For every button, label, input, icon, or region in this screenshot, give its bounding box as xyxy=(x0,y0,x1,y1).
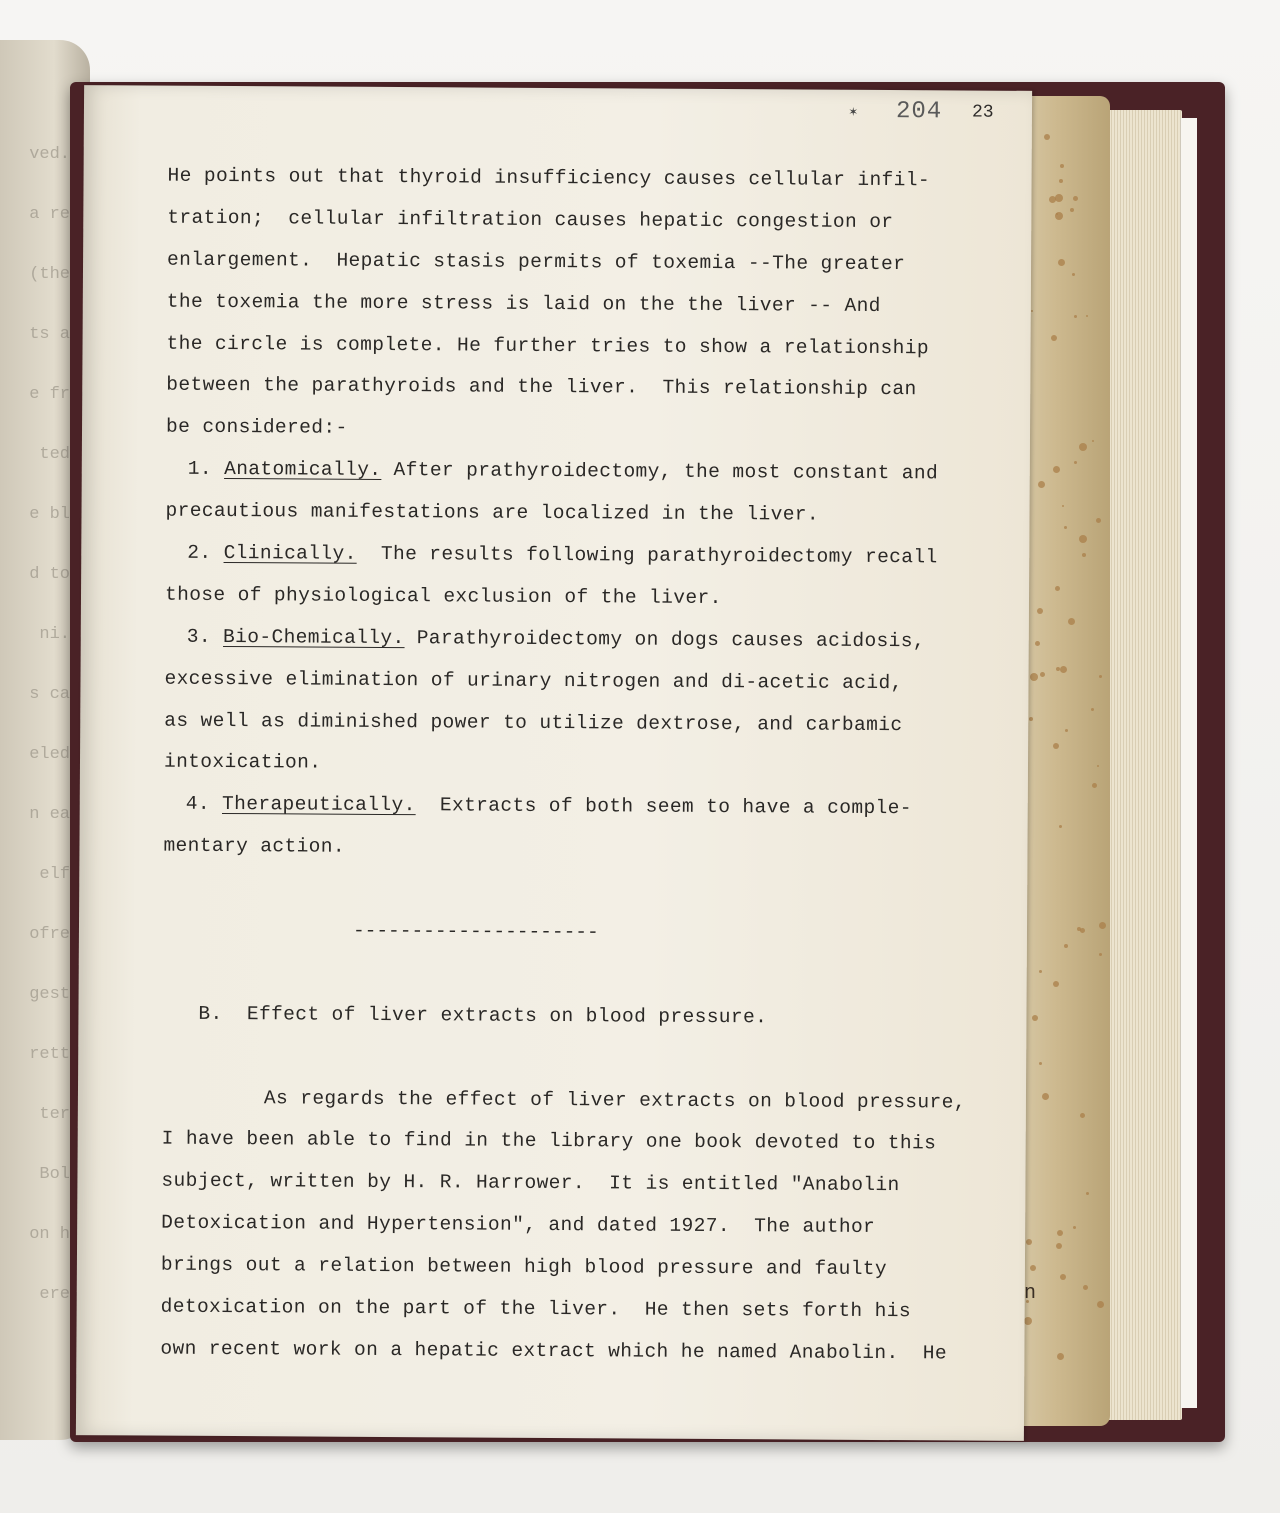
foxing-spot xyxy=(1030,673,1038,681)
item-heading: Therapeutically. xyxy=(222,793,416,817)
foxing-spot xyxy=(1055,194,1063,202)
foxing-spot xyxy=(1079,535,1087,543)
typed-text xyxy=(160,156,1027,1376)
foxing-spot xyxy=(1026,1239,1032,1245)
item-text: Extracts of both seem to have a comple- xyxy=(415,794,912,820)
list-item-therapeutically xyxy=(163,784,1023,873)
foxing-spot xyxy=(1079,443,1087,451)
foxing-spot xyxy=(1053,743,1059,749)
left-page-text-fragment: (the xyxy=(29,265,70,284)
text-line: as well as diminished power to utilize dextrose, and carbamic xyxy=(164,709,903,736)
left-page-text-fragment: eled xyxy=(29,745,70,764)
text-line: the circle is complete. He further tries to show a relationship xyxy=(166,332,930,359)
text-line: mentary action. xyxy=(163,834,346,858)
foxing-spot xyxy=(1074,461,1077,464)
text-line: those of physiological exclusion of the liver. xyxy=(164,583,722,609)
foxing-spot xyxy=(1064,526,1067,529)
foxing-spot xyxy=(1053,466,1060,473)
text-line: Detoxication and Hypertension", and dated 1927. The author xyxy=(161,1211,876,1239)
item-heading: Bio-Chemically. xyxy=(223,625,405,649)
foxing-spot xyxy=(1055,212,1063,220)
foxing-spot xyxy=(1039,1062,1042,1065)
text-line: detoxication on the part of the liver. He then sets forth his xyxy=(160,1295,912,1323)
left-page-text-fragment: Bol xyxy=(39,1165,70,1184)
item-text: After prathyroidectomy, the most constant and xyxy=(381,459,939,485)
item-number: 4. xyxy=(185,793,211,816)
text-line: He points out that thyroid insufficiency causes cellular infil- xyxy=(167,164,931,192)
foxing-spot xyxy=(1092,440,1094,442)
foxing-spot xyxy=(1092,783,1097,788)
list-item-clinically xyxy=(165,533,1025,622)
text-line: the toxemia the more stress is laid on the the liver -- And xyxy=(166,290,881,317)
foxing-spot xyxy=(1031,310,1033,312)
left-page-text-fragment: ted xyxy=(39,445,70,464)
page-block-edge xyxy=(1100,110,1182,1420)
item-number: 2. xyxy=(187,541,212,564)
section-separator: --------------------- xyxy=(352,919,599,944)
left-page-text-fragment: rett xyxy=(29,1045,70,1064)
foxing-spot xyxy=(1060,666,1067,673)
page-block-edge-white xyxy=(1180,118,1197,1408)
text-line: precautious manifestations are localized in the liver. xyxy=(165,499,820,526)
text-line: intoxication. xyxy=(163,751,322,775)
left-page-text-fragment: a re xyxy=(29,205,70,224)
foxing-spot xyxy=(1030,1265,1036,1271)
foxing-spot xyxy=(1099,922,1106,929)
foxing-spot xyxy=(1065,729,1068,732)
document-page xyxy=(76,85,1032,1441)
foxing-spot xyxy=(1074,315,1077,318)
list-item-anatomically xyxy=(165,449,1025,538)
underlying-page-letter: n xyxy=(1024,1282,1037,1305)
left-page-text-fragment: ni. xyxy=(39,625,70,644)
foxing-spot xyxy=(1057,1230,1063,1236)
foxing-spot xyxy=(1072,273,1075,276)
foxing-spot xyxy=(1058,259,1065,266)
foxing-spot xyxy=(1044,134,1050,140)
item-heading: Clinically. xyxy=(223,541,357,565)
foxing-spot xyxy=(1057,1353,1064,1360)
left-page-text-fragment: ere xyxy=(39,1285,70,1304)
foxing-spot xyxy=(1096,518,1101,523)
foxing-spot xyxy=(1080,1113,1085,1118)
foxing-spot xyxy=(1086,315,1088,317)
text-line: enlargement. Hepatic stasis permits of toxemia --The greater xyxy=(167,248,906,275)
text-line: subject, written by H. R. Harrower. It is entitled "Anabolin xyxy=(161,1169,900,1197)
foxing-spot xyxy=(1082,553,1086,557)
left-page-text-fragment: e fr xyxy=(29,385,70,404)
left-page-text-fragment: gest xyxy=(29,985,70,1004)
page-number: 23 xyxy=(971,102,994,123)
text-line: I have been able to find in the library one book devoted to this xyxy=(161,1128,937,1155)
item-number: 3. xyxy=(186,625,212,648)
left-page-text-fragment: elf xyxy=(39,865,70,884)
spacer xyxy=(162,1035,1022,1082)
foxing-spot xyxy=(1068,618,1075,625)
left-page-text-fragment: n ea xyxy=(29,805,70,824)
text-line: be considered:- xyxy=(165,415,348,440)
left-page-text-fragment: ved. xyxy=(29,145,70,164)
item-text: Parathyroidectomy on dogs causes acidosis, xyxy=(404,626,926,653)
foxing-spot xyxy=(1059,825,1062,828)
spacer xyxy=(163,952,1023,999)
foxing-spot xyxy=(1077,927,1081,931)
foxing-spot xyxy=(1070,208,1074,212)
foxing-spot xyxy=(1091,708,1094,711)
foxing-spot xyxy=(1038,481,1045,488)
text-line: As regards the effect of liver extracts on blood pressure, xyxy=(263,1086,966,1114)
text-line: tration; cellular infiltration causes hepatic congestion or xyxy=(167,206,894,233)
pencil-mark-icon: ✶ xyxy=(848,104,858,121)
foxing-spot xyxy=(1060,164,1064,168)
foxing-spot xyxy=(1099,675,1102,678)
foxing-spot xyxy=(1032,1015,1038,1021)
paragraph-anabolin xyxy=(160,1077,1022,1375)
spacer xyxy=(163,868,1023,915)
foxing-spot xyxy=(1055,586,1060,591)
item-heading: Anatomically. xyxy=(224,458,382,482)
foxing-spot xyxy=(1035,641,1040,646)
foxing-spot xyxy=(1056,1243,1062,1249)
item-text: The results following parathyroidectomy recall xyxy=(356,542,938,569)
underlying-pages xyxy=(1020,96,1110,1426)
foxing-spot xyxy=(1062,505,1064,507)
foxing-spot xyxy=(1086,1192,1089,1195)
foxing-spot xyxy=(1053,981,1059,987)
left-page-text-fragment: ts a xyxy=(29,325,70,344)
foxing-spot xyxy=(1073,1226,1076,1229)
foxing-spot xyxy=(1039,970,1042,973)
item-number: 1. xyxy=(187,457,213,481)
left-page-text-fragment: ofre xyxy=(29,925,70,944)
text-line: excessive elimination of urinary nitrogen and di-acetic acid, xyxy=(164,667,903,694)
foxing-spot xyxy=(1099,953,1102,956)
left-page-text-fragment: on h xyxy=(29,1225,70,1244)
foxing-spot xyxy=(1040,672,1045,677)
foxing-spot xyxy=(1029,717,1033,721)
foxing-spot xyxy=(1024,1317,1032,1325)
foxing-spot xyxy=(1097,1301,1104,1308)
foxing-spot xyxy=(1037,608,1043,614)
foxing-spot xyxy=(1060,1274,1066,1280)
text-line: brings out a relation between high blood pressure and faulty xyxy=(160,1253,888,1281)
foxing-spot xyxy=(1051,335,1057,341)
foxing-spot xyxy=(1083,1285,1088,1290)
foxing-spot xyxy=(1042,1093,1049,1100)
foxing-spot xyxy=(1059,179,1063,183)
list-item-bio-chemically xyxy=(164,616,1025,789)
text-line: between the parathyroids and the liver. This relationship can xyxy=(166,374,917,401)
text-line: own recent work on a hepatic extract which he named Anabolin. He xyxy=(160,1337,948,1365)
left-page-text-fragment: e bl xyxy=(29,505,70,524)
foxing-spot xyxy=(1064,944,1068,948)
left-page-text-fragment: s ca xyxy=(29,685,70,704)
foxing-spot xyxy=(1073,196,1078,201)
left-page-text-fragment: d to xyxy=(29,565,70,584)
paragraph-intro xyxy=(166,156,1028,454)
foxing-spot xyxy=(1097,765,1099,767)
stamp-page-number: 204 xyxy=(895,98,943,126)
foxing-spot xyxy=(1056,667,1060,671)
left-page-text-fragment: ter xyxy=(39,1105,70,1124)
section-heading: B. Effect of liver extracts on blood pressure. xyxy=(198,1002,768,1029)
